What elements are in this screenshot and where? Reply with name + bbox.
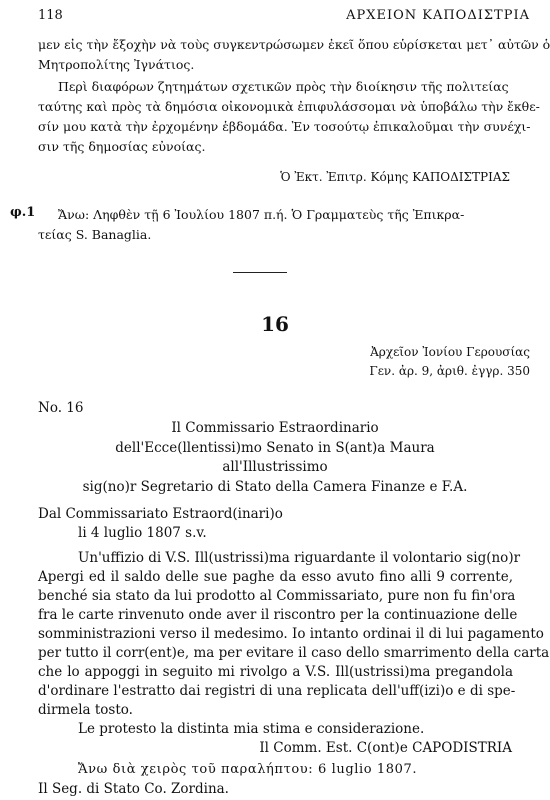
address-line-3: all'Illustrissimo — [222, 459, 328, 475]
body-line-3: benché sia stato da lui prodotto al Commissariato, pure non fu fin'ora — [38, 588, 516, 604]
page-number: 118 — [38, 8, 63, 23]
final-line: Il Seg. di Stato Co. Zordina. — [38, 781, 229, 797]
body-line-1: Un'uffizio di V.S. Ill(ustrissi)ma riguardante il volontario sig(no)r — [78, 550, 521, 566]
margin-note: φ.1 — [10, 205, 36, 220]
body-line-4: fra le carte rinvenuto onde aver il riscontro per la continuazione delle — [38, 607, 518, 623]
greek-signature: Ὁ Ἐκτ. Ἐπιτρ. Κόμης ΚΑΠΟΔΙΣΤΡΙΑΣ — [280, 170, 510, 184]
body-line-8: d'ordinare l'estratto dai registri di una replicata dell'uff(izi)o e di spe- — [38, 683, 516, 699]
greek-line-6: σιν τῆς δημοσίας εὐνοίας. — [38, 139, 206, 154]
running-title: ΑΡΧΕΙΟΝ ΚΑΠΟΔΙΣΤΡΙΑ — [346, 8, 530, 23]
document-number: 16 — [261, 312, 289, 336]
greek-line-2: Μητροπολίτης Ἰγνάτιος. — [38, 57, 195, 72]
body-line-9: dirmela tosto. — [38, 702, 133, 718]
greek-line-3: Περὶ διαφόρων ζητημάτων σχετικῶν πρὸς τὴν διοίκησιν τῆς πολιτείας — [58, 79, 509, 94]
address-line-1: Il Commissario Estraordinario — [171, 420, 379, 436]
from-line-2: li 4 luglio 1807 s.v. — [78, 525, 207, 541]
greek-line-1: μεν εἰς τὴν ἔξοχὴν νὰ τοὺς συγκεντρώσωμεν ἐκεῖ ὅπου εὑρίσκεται μετ᾽ αὐτῶν ὁ — [38, 37, 550, 52]
address-line-4: sig(no)r Segretario di Stato della Camera Finanze e F.A. — [82, 479, 468, 495]
receipt-note: Ἄνω διὰ χειρὸς τοῦ παραλήπτου: 6 luglio 1807. — [78, 762, 418, 777]
greek-note-line-1: Ἄνω: Ληφθὲν τῇ 6 Ἰουλίου 1807 π.ή. Ὁ Γραμματεὺς τῆς Ἐπικρα- — [58, 207, 465, 222]
no-label: No. 16 — [38, 400, 84, 416]
archive-line-2: Γεν. ἀρ. 9, ἀριθ. ἐγγρ. 350 — [369, 364, 530, 378]
closing-line: Le protesto la distinta mia stima e considerazione. — [78, 721, 425, 737]
from-line-1: Dal Commissariato Estraord(inari)o — [38, 506, 283, 522]
section-divider — [233, 272, 287, 273]
greek-line-5: σίν μου κατὰ τὴν ἐρχομένην ἑβδομάδα. Ἐν τοσούτῳ ἐπικαλοῦμαι τὴν συνέχι- — [38, 119, 531, 134]
body-line-7: che lo appoggi in seguito mi rivolgo a V.S. Ill(ustrissi)ma pregandola — [38, 664, 513, 680]
address-line-2: dell'Ecce(llentissi)mo Senato in S(ant)a Maura — [115, 440, 435, 456]
greek-line-4: ταύτης καὶ πρὸς τὰ δημόσια οἰκονομικὰ ἐπιφυλάσσομαι νὰ ὑποβάλω τὴν ἔκθε- — [38, 99, 540, 114]
body-line-2: Apergi ed il saldo delle sue paghe da esso avuto fino alli 9 corrente, — [38, 569, 513, 585]
archive-line-1: Ἀρχεῖον Ἰονίου Γερουσίας — [370, 345, 530, 359]
body-line-5: somministrazioni verso il medesimo. Io intanto ordinai il di lui pagamento — [38, 626, 544, 642]
greek-note-line-2: τείας S. Banaglia. — [38, 227, 152, 242]
body-line-6: per tutto il corr(ent)e, ma per evitare il caso dello smarrimento della carta — [38, 645, 550, 661]
document-signature: Il Comm. Est. C(ont)e CAPODISTRIA — [259, 740, 512, 756]
